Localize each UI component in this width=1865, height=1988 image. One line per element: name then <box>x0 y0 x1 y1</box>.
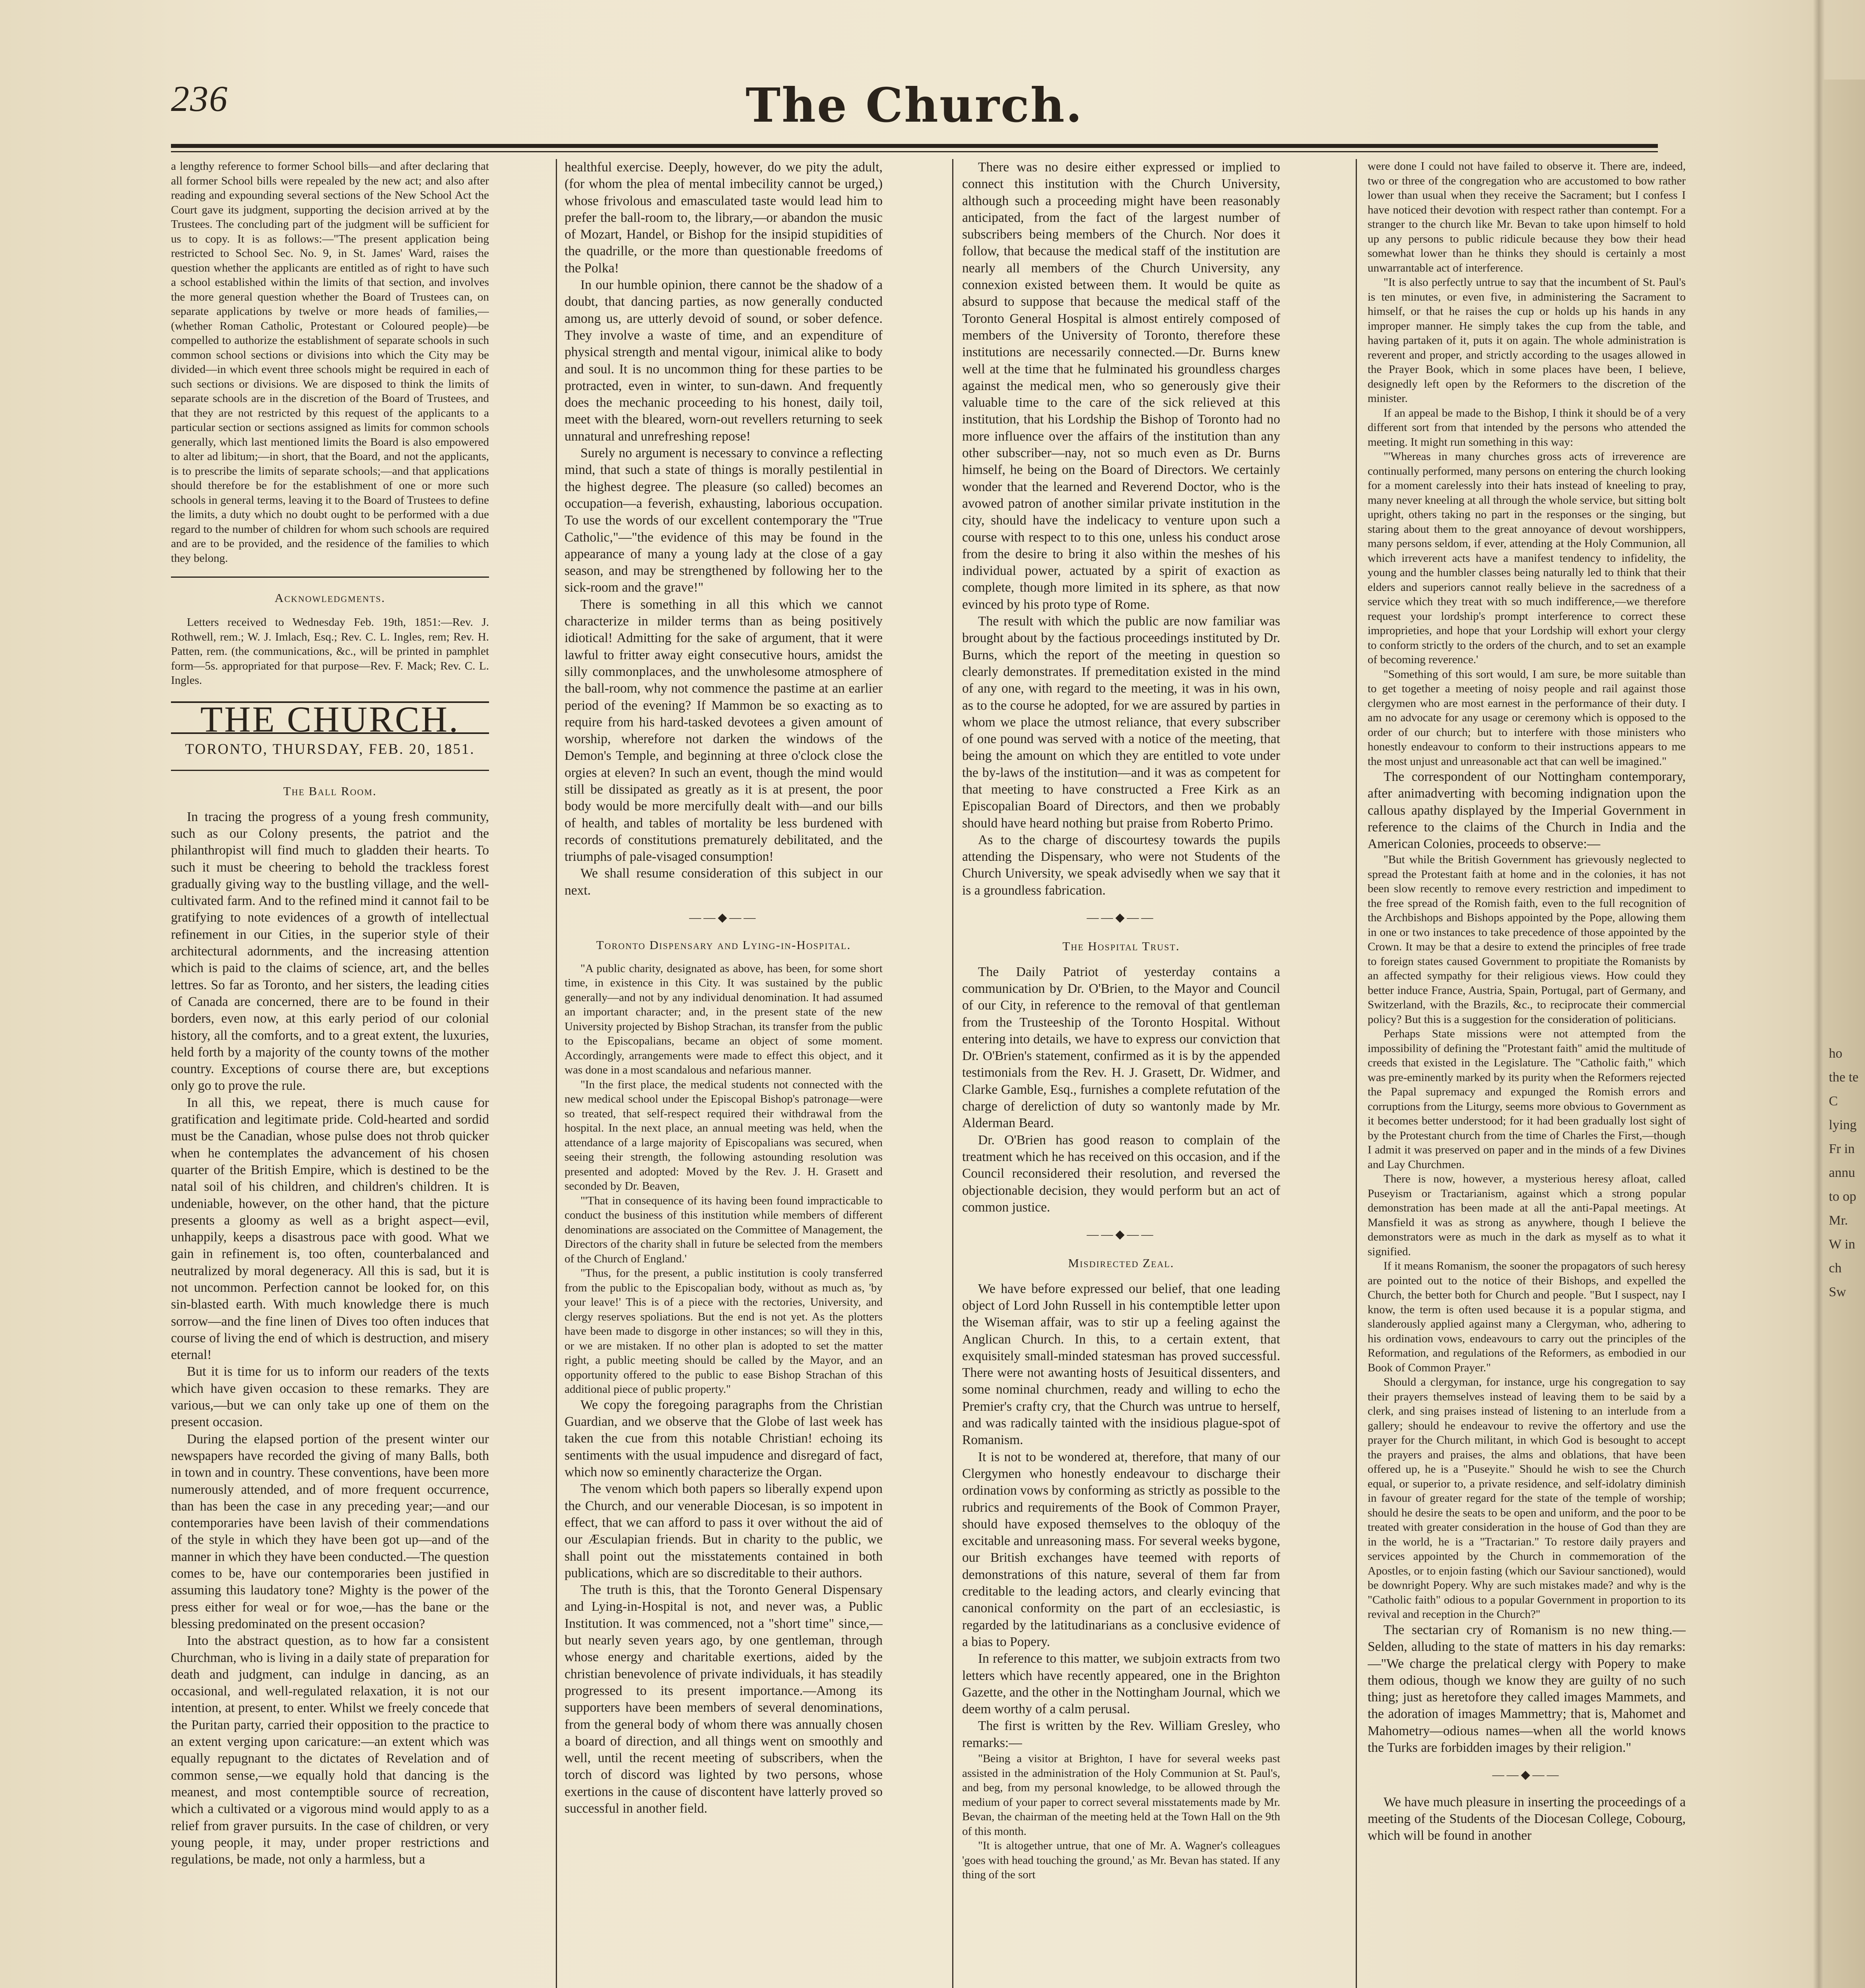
nottingham-letter: Perhaps State missions were not attempted from the impossibility of defining the "Protestant faith" amid the multitude of creeds that existed in the Legislature. The "Catholic faith," which was pre-eminently marked by its purity when the Reformers rejected the Papal supremacy and expunged the Romish errors and corruptions from the Liturgy, seems more obvious to Government as it becomes better understood; for it had been gradually lost sight of by the Protestant church from the time of Charles the First,—though I admit it was preserved on paper and in the minds of a few Divines and Lay Churchmen. <box>1368 1027 1686 1171</box>
zeal-paragraph: We have before expressed our belief, that one leading object of Lord John Russell in his contemptible letter upon the Wiseman affair, was to stir up a feeling against the Anglican Church. In this, to a certain extent, that exquisitely small-minded statesman has proved successful. There were not awanting hosts of Jesuitical dissenters, and some nominal churchmen, ready and willing to echo the Premier's crafty cry, that the Church was untrue to herself, and was radically tainted with the insidious plague-spot of Romanism. <box>962 1281 1280 1448</box>
header-rule <box>171 144 1658 148</box>
column-3 <box>962 159 1280 1988</box>
nottingham-letter: There is now, however, a mysterious heresy afloat, called Puseyism or Tractarianism, against which a strong popular demonstration has been made at all the anti-Papal meetings. At Mansfield it was as strong as anywhere, though I believe the demonstrators were as much in the dark as myself as to what it signified. <box>1368 1173 1686 1258</box>
dispensary-quote: "Thus, for the present, a public institution is cooly transferred from the public to the Episcopalian body, without as much as, 'by your leave!' This is of a piece with the rectories, University, and clergy reserves spoliations. But the end is not yet. As the plotters have been made to disgorge in other instances; so will they in this, or we are mistaken. If no other plan is adopted to set the matter right, a public meeting should be called by the Mayor, and an opportunity offered to the public to ease Bishop Strachan of this additional piece of public property." <box>565 1267 883 1396</box>
hospital-trust-paragraph: The Daily Patriot of yesterday contains a communication by Dr. O'Brien, to the Mayor and Council of our City, in reference to the removal of that gentleman from the Trusteeship of the Toronto Hospital. Without entering into details, we have to express our conviction that Dr. O'Brien's statement, confirmed as it is by the appended testimonials from the Rev. H. J. Grasett, Dr. Widmer, and Clarke Gamble, Esq., furnishes a complete refutation of the charge of dereliction of duty so wantonly made by Mr. Alderman Beard. <box>962 964 1280 1131</box>
dispensary-paragraph: As to the charge of discourtesy towards the pupils attending the Dispensary, who were not Students of the Church University, we speak advisedly when we say that it is a groundless fabrication. <box>962 832 1280 898</box>
section-ornament: ——◆—— <box>1087 911 1156 924</box>
gresley-letter: "Being a visitor at Brighton, I have for several weeks past assisted in the administration of the Holy Communion at St. Paul's, and beg, from my personal knowledge, to be allowed through the medium of your paper to correct several misstatements made by Mr. Bevan, the chairman of the meeting held at the Town Hall on the 9th of this month. <box>962 1752 1280 1838</box>
column-divider <box>952 159 953 1988</box>
ball-room-paragraph: In all this, we repeat, there is much cause for gratification and legitimate pride. Cold-hearted and sordid must be the Canadian, whose pulse does not throb quicker when he contemplates the advancement of his chosen quarter of the British Empire, which is destined to be the natal soil of his children, and children's children. It is undeniable, however, on the other hand, that the picture presents a gloomy as well as a bright aspect—evil, unhappily, keeps a disastrous pace with good. What we gain in refinement is, too often, counterbalanced and neutralized by moral degeneracy. All this is sad, but it is not uncommon. Perfection cannot be looked for, on this sin-blasted earth. With much knowledge there is much sorrow—and the fine linen of Dives too often induces that course of living the end of which is destruction, and misery eternal! <box>171 1095 489 1363</box>
gresley-letter: If an appeal be made to the Bishop, I think it should be of a very different sort from that intended by the persons who attended the meeting. It might run something in this way: <box>1368 406 1686 448</box>
column-4 <box>1368 159 1686 1988</box>
page-header <box>171 78 1658 145</box>
dispensary-paragraph: The truth is this, that the Toronto General Dispensary and Lying-in-Hospital is not, and never was, a Public Institution. It was commenced, not a "short time" since,—but nearly seven years ago, by one gentleman, through whose energy and charitable exertions, aided by the christian benevolence of private individuals, it has steadily progressed to its present importance.—Among its supporters have been members of several denominations, from the general body of whom there was annually chosen a board of direction, and all things went on smoothly and well, until the recent meeting of subscribers, when the torch of discord was lighted by two persons, whose exertions in the cause of discontent have latterly proved so successful in another field. <box>565 1582 883 1816</box>
gresley-letter: "It is altogether untrue, that one of Mr. A. Wagner's colleagues 'goes with head touching the ground,' as Mr. Bevan has stated. If any thing of the sort <box>962 1839 1280 1881</box>
gresley-letter: "'Whereas in many churches gross acts of irreverence are continually performed, many persons on entering the church looking for a moment carelessly into their hats instead of kneeling to pray, many never kneeling at all through the whole service, but sitting bolt upright, others taking no part in the responses or the singing, but staring about them to the great annoyance of devout worshippers, many persons seldom, if ever, attending at the Holy Communion, all which irreverent acts have a manifest tendency to infidelity, the young and the humbler classes being naturally led to think that their elders and superiors cannot really believe in the sacredness of a service which they treat with so much indifference,—we therefore request your lordship's prompt interference to correct these improprieties, and hope that your Lordship will exhort your clergy to conform strictly to the orders of the church, and to set an example of becoming reverence.' <box>1368 450 1686 666</box>
section-ornament: ——◆—— <box>1492 1768 1561 1782</box>
zeal-paragraph: The first is written by the Rev. William Gresley, who remarks:— <box>962 1718 1280 1750</box>
hospital-trust-paragraph: Dr. O'Brien has good reason to complain of the treatment which he has received on this occasion, and if the Council reconsidered their resolution, and reversed the objectionable decision, they would perform but an act of common justice. <box>962 1132 1280 1215</box>
zeal-paragraph: The sectarian cry of Romanism is no new thing.—Selden, alluding to the state of matters in his day remarks:—"We charge the prelatical clergy with Popery to make them odious, though we know they are guilty of no such thing; just as heretofore they called images Mammets, and the adoration of images Mammettry; that is, Mahomet and Mahometry—odious names—when all the world knows the Turks are forbidden images by their religion." <box>1368 1622 1686 1755</box>
dispensary-paragraph: The result with which the public are now familiar was brought about by the factious proceedings instituted by Dr. Burns, which the report of the meeting in question so clearly demonstrates. If premeditation existed in the mind of any one, with regard to the meeting, it was in his own, as to the course he adopted, for we are assured by parties in whom we place the utmost reliance, that every subscriber of one pound was served with a notice of the meeting, that being the amount on which they are entitled to vote under the by-laws of the institution—and it was as competent for that meeting to have constructed a Free Kirk as an Episcopalian Board of Directors, and then we probably should have heard nothing but praise from Roberto Primo. <box>962 614 1280 831</box>
masthead-title: The Church. <box>745 78 1083 133</box>
nottingham-letter: "But while the British Government has grievously neglected to spread the Protestant faith at home and in the colonies, it has not been slow recently to remove every restriction and impediment to the free spread of the Romish faith, even to the full recognition of the Archbishops and Bishops appointed by the Pope, allowing them in one or two instances to take precedence of those appointed by the Crown. It may be that a desire to extend the principles of free trade to foreign states caused Government to propitiate the Romanists by an affected sympathy for their religious views. How could they better induce France, Austria, Spain, Portugal, part of Germany, and Switzerland, with the Brazils, &c., to reciprocate their commercial policy? But this is a suggestion for the consideration of politicians. <box>1368 853 1686 1026</box>
ball-room-heading: The Ball Room. <box>283 784 377 798</box>
section-ornament: ——◆—— <box>1087 1228 1156 1241</box>
ball-room-paragraph: But it is time for us to inform our readers of the texts which have given occasion to these remarks. They are various,—but we can only take up one of them on the present occasion. <box>171 1364 489 1430</box>
nottingham-letter: If it means Romanism, the sooner the propagators of such heresy are pointed out to the notice of their Bishops, and expelled the Church, the better both for Church and people. "But I suspect, nay I know, the term is often used because it is a popular stigma, and slanderously applied against many a Clergyman, who, adhering to his ordination vows, endeavours to carry out the principles of the Reformation, and regulations of the Reformers, as embodied in our Book of Common Prayer." <box>1368 1260 1686 1374</box>
column-divider <box>556 159 557 1988</box>
ball-room-paragraph: There is something in all this which we cannot characterize in milder terms than as being positively idiotical! Admitting for the sake of argument, that it were lawful to fritter away eight consecutive hours, amidst the silly commonplaces, and the unwholesome atmosphere of the ball-room, why not commence the pastime at an earlier period of the evening? If Mammon be so exacting as to require from his hard-tasked devotees a given amount of worship, wherefore not darken the windows of the Demon's Temple, and beginning at three o'clock close the orgies at eleven? In such an event, though the mind would still be dissipated as greatly as it is at present, the poor body would be more mercifully dealt with—and our bills of health, and tables of mortality be less burdened with records of constitutions prematurely debilitated, and the triumphs of pale-visaged consumption! <box>565 597 883 864</box>
gresley-letter: were done I could not have failed to observe it. There are, indeed, two or three of the congregation who are accustomed to bow rather lower than usual when they receive the Sacrament; but I confess I have noticed their devotion with respect rather than contempt. For a stranger to the church like Mr. Bevan to take upon himself to hold up any persons to public ridicule because they bow their head somewhat lower than he thinks they should is certainly a most unwarrantable act of interference. <box>1368 160 1686 274</box>
ball-room-paragraph: During the elapsed portion of the present winter our newspapers have recorded the giving of many Balls, both in town and in country. These conventions, have been more numerously attended, and of more frequent occurrence, than has been the case in any preceding year;—and our contemporaries have been lavish of their commendations of the style in which they have been got up—and of the manner in which they have been conducted.—The question comes to be, have our contemporaries been justified in assuming this laudatory tone? Mighty is the power of the press either for weal or for woe,—has the bane or the blessing predominated on the present occasion? <box>171 1431 489 1631</box>
nottingham-letter: Should a clergyman, for instance, urge his congregation to say their prayers themselves instead of leaving them to be said by a clerk, and sing praises instead of listening to an interlude from a gallery; should he endeavour to revive the offertory and use the prayer for the Church militant, in which God is besought to accept the prayers and praises, the alms and oblations, that have been offered up, he is a "Puseyite." Should he wish to see the Church equal, or superior to, a private residence, and self-idolatry diminish in favour of greater regard for the state of the temple of worship; should he desire the seats to be open and uniform, and the poor to be treated with greater consideration in the house of God than they are in the world, he is a "Tractarian." To restore daily prayers and services appointed by the Church in commemoration of the Apostles, or to enjoin fasting (which our Saviour sanctioned), would be downright Popery. Why are such mistakes made? and why is the "Catholic faith" odious to a popular Government in proportion to its revival and reception in the Church?" <box>1368 1376 1686 1621</box>
adjacent-page-text: ho the te C lying Fr in annu to op Mr. W in ch Sw <box>1829 1046 1859 1299</box>
dateline: TORONTO, THURSDAY, FEB. 20, 1851. <box>185 741 475 758</box>
cobourg-paragraph: We have much pleasure in inserting the proceedings of a meeting of the Students of the Diocesan College, Cobourg, which will be found in another <box>1368 1794 1686 1843</box>
nottingham-intro: The correspondent of our Nottingham contemporary, after animadverting with becoming indignation upon the callous apathy displayed by the Imperial Government in reference to the claims of the Church in India and the American Colonies, proceeds to observe:— <box>1368 769 1686 852</box>
ball-room-paragraph: Into the abstract question, as to how far a consistent Churchman, who is living in a daily state of preparation for death and judgment, can indulge in dancing, as an occasional, and well-regulated relaxation, it is not our intention, at present, to enter. Whilst we freely concede that the Puritan party, carried their opposition to the practice to an extent verging upon caricature:—an extent which was equally repugnant to the dictates of Revelation and of common sense,—we equally hold that dancing is the meanest, and most contemptible source of recreation, which a cultivated or a vigorous mind would apply to as a relief from graver pursuits. In the case of children, or very young people, it may, under proper restrictions and regulations, be made, not only a harmless, but a <box>171 1633 489 1867</box>
dispensary-quote: "A public charity, designated as above, has been, for some short time, in existence in this City. It was sustained by the public generally—and not by any individual denomination. It had assumed an important character; and, in the present state of the new University projected by Bishop Strachan, its transfer from the public to the Episcopalians, became an object of some moment. Accordingly, arrangements were made to effect this object, and it was done in a most scandalous and nefarious manner. <box>565 962 883 1077</box>
dispensary-paragraph: There was no desire either expressed or implied to connect this institution with the Church University, although such a proceeding might have been reasonably anticipated, from the fact of the largest number of subscribers being members of the Church. Nor does it follow, that because the medical staff of the institution are nearly all members of the Church University, any connexion existed between them. It would be quite as absurd to suppose that because the medical staff of the Toronto General Hospital is almost entirely composed of members of the University of Toronto, therefore these institutions are necessarily connected.—Dr. Burns knew well at the time that he fulminated his groundless charges against the medical men, who so generously give their valuable time to the care of the sick relieved at this institution, that his Lordship the Bishop of Toronto had no more influence over the affairs of the institution than any other subscriber—nay, not so much even as Dr. Burns himself, he being on the Board of Directors. We certainly wonder that the learned and Reverend Doctor, who is the avowed patron of another similar private institution in the city, should have the indelicacy to venture upon such a course with respect to to this one, unless his conduct arose from the desire to bring it also within the meshes of his individual power, actuated by a spirit of exaction as complete, though more limited in its sphere, as that now evinced by his proto type of Rome. <box>962 160 1280 612</box>
gresley-letter: "It is also perfectly untrue to say that the incumbent of St. Paul's is ten minutes, or even five, in administering the Sacrament to himself, or that he raises the cup or holds up his hands in any improper manner. He simply takes the cup from the table, and having partaken of it, puts it on again. The whole administration is reverent and proper, and strictly according to the usages allowed in the Prayer Book, which in some places have been, I believe, designedly left open by the Reformers to the discretion of the minister. <box>1368 276 1686 405</box>
school-judgment-text: a lengthy reference to former School bills—and after declaring that all former School bills were repealed by the new act; and also after reading and expounding several sections of the New School Act the Court gave its judgment, supporting the decision arrived at by the Trustees. The concluding part of the judgment will be sufficient for us to copy. It is as follows:—"The present application being restricted to School Sec. No. 9, in St. James' Ward, raises the question whether the applicants are entitled as of right to have such a school established within the limits of that section, and involves the more general question whether the Board of Trustees can, on separate applications by twelve or more heads of families,—(whether Roman Catholic, Protestant or Coloured people)—be compelled to authorize the establishment of separate schools in such common school sections or divisions into which the City may be divided—in which event three schools might be required in each of such sections or divisions. We are disposed to think the limits of separate schools are in the discretion of the Board of Trustees, and that they are not restricted by this request of the applicants to a particular section or sections assigned as limits for common schools generally, which last mentioned limits the Board is also empowered to alter ad libitum;—in short, that the Board, and not the applicants, is to prescribe the limits of separate schools;—and that applications should therefore be for the establishment of one or more such schools in general terms, leaving it to the Board of Trustees to define the limits, a duty which no doubt ought to be performed with a due regard to the number of children for whom such schools are required and are to be provided, and the residence of the families to which they belong. <box>171 160 489 565</box>
section-rule <box>171 770 489 771</box>
ball-room-paragraph: In our humble opinion, there cannot be the shadow of a doubt, that dancing parties, as now generally conducted among us, are utterly devoid of sound, or sober defence. They involve a waste of time, and an expenditure of physical strength and mental vigour, inimical alike to body and soul. It is no uncommon thing for these parties to be protracted, even in winter, to sun-dawn. And frequently does the mechanic proceeding to his honest, daily toil, meet with the bleared, worn-out revellers returning to seek unnatural and unrefreshing repose! <box>565 278 883 444</box>
zeal-paragraph: In reference to this matter, we subjoin extracts from two letters which have recently appeared, one in the Brighton Gazette, and the other in the Nottingham Journal, which we deem worthy of a calm perusal. <box>962 1651 1280 1717</box>
ball-room-paragraph: In tracing the progress of a young fresh community, such as our Colony presents, the patriot and the philanthropist will find much to gladden their hearts. To such it must be cheering to behold the trackless forest gradually giving way to the bustling village, and the well-cultivated farm. And to the refined mind it cannot fail to be gratifying to note evidences of a growth of intellectual refinement in our Cities, in the superior style of their architectural adornments, and the increasing attention which is paid to the claims of science, art, and the belles lettres. So far as Toronto, and her sisters, the leading cities of Canada are concerned, there are to be found in their borders, even now, at this early period of our colonial history, all the comforts, and to a great extent, the luxuries, held forth by a majority of the county towns of the mother country. Exceptions of course there are, but exceptions only go to prove the rule. <box>171 809 489 1093</box>
ball-room-paragraph: We shall resume consideration of this subject in our next. <box>565 866 883 898</box>
dispensary-quote: "In the first place, the medical students not connected with the new medical school under the Episcopal Bishop's patronage—were so treated, that self-respect required their withdrawal from the hospital. In the next place, an annual meeting was held, when the attendance of a large majority of Episcopalians was secured, when seeing their strength, the following astounding resolution was presented and adopted: Moved by the Rev. J. H. Grasett and seconded by Dr. Beaven, <box>565 1078 883 1193</box>
zeal-paragraph: It is not to be wondered at, therefore, that many of our Clergymen who honestly endeavour to discharge their ordination vows by conforming as strictly as possible to the rubrics and requirements of the Book of Common Prayer, should have exposed themselves to the obloquy of the excitable and unreasoning mass. For several weeks bygone, our British exchanges have teemed with reports of demonstrations of this nature, several of them far from creditable to the leading actors, and clearly evincing that canonical conformity on the part of an ecclesiastic, is regarded by the latitudinarians as a conclusive evidence of a bias to Popery. <box>962 1449 1280 1649</box>
acknowledgments-heading: Acknowledgments. <box>274 591 386 605</box>
misdirected-zeal-heading: Misdirected Zeal. <box>1068 1256 1174 1270</box>
ball-room-paragraph: Surely no argument is necessary to convince a reflecting mind, that such a state of things is morally pestilential in the highest degree. The pleasure (so called) becomes an occupation—a feverish, exhausting, laborious occupation. To use the words of our excellent contemporary the "True Catholic,"—"the evidence of this may be found in the appearance of many a young lady at the close of a gay season, and may be strengthened by following her to the sick-room and the grave!" <box>565 446 883 595</box>
column-2 <box>565 159 883 1988</box>
dispensary-paragraph: The venom which both papers so liberally expend upon the Church, and our venerable Diocesan, is so impotent in effect, that we can afford to pass it over without the aid of our Æsculapian friends. But in charity to the public, we shall point out the misstatements contained in both publications, which are so discreditable to their authors. <box>565 1481 883 1580</box>
dispensary-quote: "'That in consequence of its having been found impracticable to conduct the business of this institution while members of different denominations are associated on the Committee of Management, the Directors of the charity shall in future be selected from the members of the Church of England.' <box>565 1194 883 1265</box>
ball-room-paragraph: healthful exercise. Deeply, however, do we pity the adult, (for whom the plea of mental imbecility cannot be urged,) whose frivolous and emasculated taste would lead him to prefer the ball-room to, the library,—or abandon the music of Mozart, Handel, or Bishop for the insipid stupidities of the quadrille, or the more than questionable freedoms of the Polka! <box>565 160 883 276</box>
hospital-trust-heading: The Hospital Trust. <box>1062 939 1180 953</box>
paper-title: THE CHURCH. <box>171 701 489 734</box>
section-rule <box>171 577 489 578</box>
section-ornament: ——◆—— <box>689 911 758 924</box>
header-rule-thin <box>171 151 1658 152</box>
dispensary-heading: Toronto Dispensary and Lying-in-Hospital. <box>596 938 851 952</box>
acknowledgments-text: Letters received to Wednesday Feb. 19th, 1851:—Rev. J. Rothwell, rem.; W. J. Imlach, Esq.; Rev. C. L. Ingles, rem; Rev. H. Patten, rem. (the communications, &c., will be printed in pamphlet form—5s. appropriated for that purpose—Rev. F. Mack; Rev. C. L. Ingles. <box>171 616 489 687</box>
column-1 <box>171 159 489 1988</box>
dispensary-paragraph: We copy the foregoing paragraphs from the Christian Guardian, and we observe that the Globe of last week has taken the cue from this notable Christian! echoing its sentiments with the usual impudence and disregard of fact, which now so eminently characterize the Organ. <box>565 1397 883 1480</box>
column-divider <box>1356 159 1357 1988</box>
page-number: 236 <box>171 78 228 119</box>
gresley-letter: "Something of this sort would, I am sure, be more suitable than to get together a meeting of noisy people and rail against those clergymen who are most earnest in the performance of their duty. I am no advocate for any usage or ceremony which is opposed to the order of our church; but to interfere with those ministers who honestly endeavour to conform to their instructions appears to me the most unjust and unreasonable act that can well be imagined." <box>1368 668 1686 768</box>
